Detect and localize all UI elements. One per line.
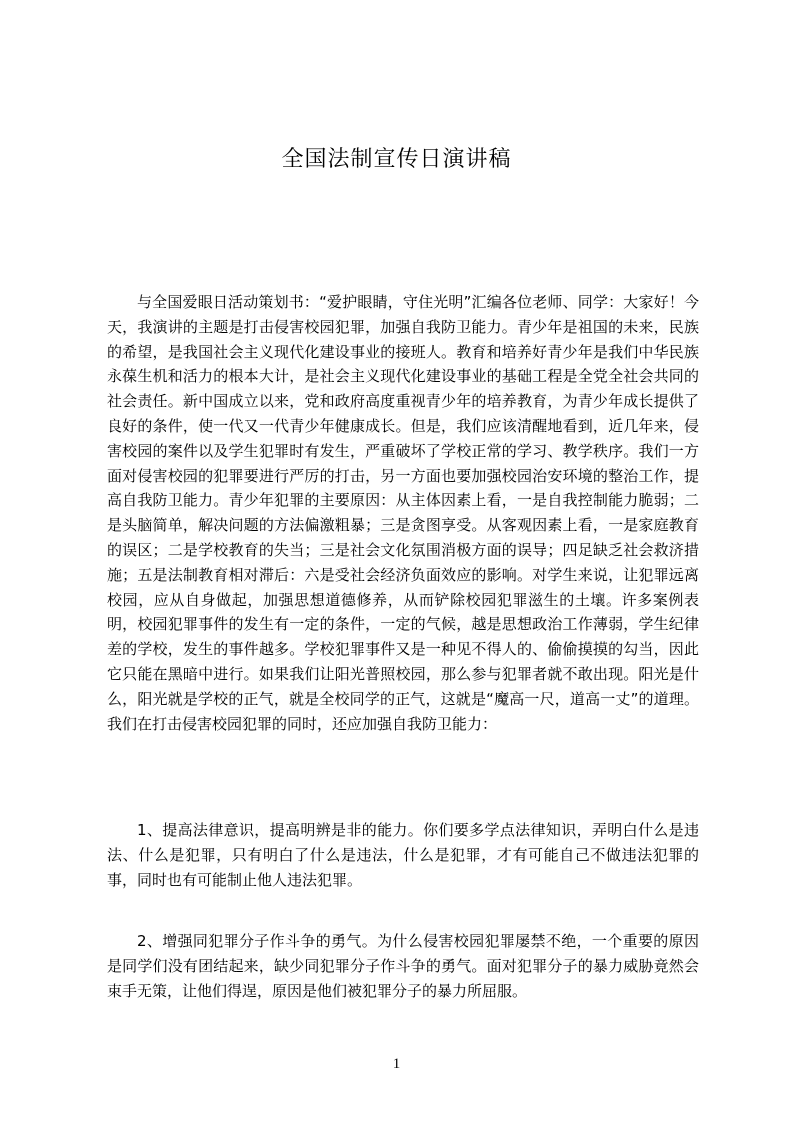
page-number: 1 [392,1056,401,1072]
paragraph-point-2: 2、增强同犯罪分子作斗争的勇气。为什么侵害校园犯罪屡禁不绝，一个重要的原因是同学们没有团结起来，缺少同犯罪分子作斗争的勇气。面对犯罪分子的暴力威胁竟然会束手无策，让他们得逞，原因是他们被犯罪分子的暴力所屈服。 [107,932,699,1000]
document-title: 全国法制宣传日演讲稿 [281,147,512,172]
paragraph-point-1: 1、提高法律意识，提高明辨是非的能力。你们要多学点法律知识，弄明白什么是违法、什么是犯罪，只有明白了什么是违法，什么是犯罪，才有可能自己不做违法犯罪的事，同时也有可能制止他人违法犯罪。 [107,821,699,889]
paragraph-intro: 与全国爱眼日活动策划书：“爱护眼睛，守住光明”汇编各位老师、同学：大家好！今天，我演讲的主题是打击侵害校园犯罪，加强自我防卫能力。青少年是祖国的未来，民族的希望，是我国社会主义现代化建设事业的接班人。教育和培养好青少年是我们中华民族永葆生机和活力的根本大计，是社会主义现代化建设事业的基础工程是全党全社会共同的社会责任。新中国成立以来，党和政府高度重视青少年的培养教育，为青少年成长提供了良好的条件，使一代又一代青少年健康成长。但是，我们应该清醒地看到，近几年来，侵害校园的案件以及学生犯罪时有发生，严重破坏了学校正常的学习、教学秩序。我们一方面对侵害校园的犯罪要进行严厉的打击，另一方面也要加强校园治安环境的整治工作，提高自我防卫能力。青少年犯罪的主要原因：从主体因素上看，一是自我控制能力脆弱；二是头脑简单，解决问题的方法偏激粗暴；三是贪图享受。从客观因素上看，一是家庭教育的误区；二是学校教育的失当；三是社会文化氛围消极方面的误导；四足缺乏社会救济措施；五是法制教育相对滞后：六是受社会经济负面效应的影响。对学生来说，让犯罪远离校园，应从自身做起，加强思想道德修养，从而铲除校园犯罪滋生的土壤。许多案例表明，校园犯罪事件的发生有一定的条件，一定的气候，越是思想政治工作薄弱，学生纪律差的学校，发生的事件越多。学校犯罪事件又是一种见不得人的、偷偷摸摸的勾当，因此它只能在黑暗中进行。如果我们让阳光普照校园，那么参与犯罪者就不敢出现。阳光是什么，阳光就是学校的正气，就是全校同学的正气，这就是“魔高一尺，道高一丈”的道理。我们在打击侵害校园犯罪的同时，还应加强自我防卫能力： [107,293,699,733]
